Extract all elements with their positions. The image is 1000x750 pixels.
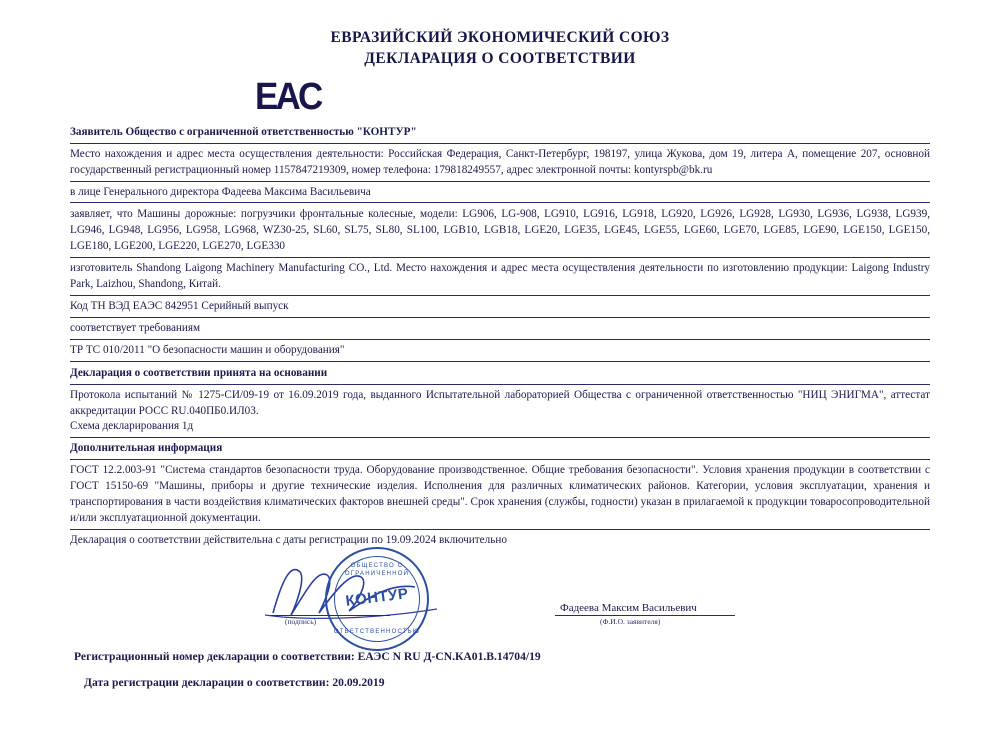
- basis-heading: Декларация о соответствии принята на основании: [70, 366, 328, 379]
- stamp-top-text: ОБЩЕСТВО С ОГРАНИЧЕННОЙ: [344, 562, 410, 578]
- conformity-requirements: ТР ТС 010/2011 "О безопасности машин и оборудования": [70, 343, 345, 356]
- tnved-code: 842951: [165, 300, 199, 312]
- divider-8: [70, 361, 930, 362]
- title-line-1: ЕВРАЗИЙСКИЙ ЭКОНОМИЧЕСКИЙ СОЮЗ: [330, 29, 670, 46]
- applicant-address: Место нахождения и адрес места осуществления деятельности: Российская Федерация, Санкт-Петербург, 198197, улица Жукова, дом 19, литера А, помещение 207, основной государственный регистрационный номер 1157847219309, номер телефона: 179818249557, адрес электронной почты: kontyrspb@bk.ru: [70, 147, 930, 176]
- eac-conformity-icon: ЕAC: [255, 75, 321, 118]
- registration-label: Регистрационный номер декларации о соответствии:: [74, 649, 355, 663]
- registration-date-line: [70, 675, 930, 691]
- signature-line-left: [270, 615, 390, 616]
- registration-date-label: Дата регистрации декларации о соответствии:: [84, 676, 330, 690]
- divider-11: [70, 459, 930, 460]
- additional-text: ГОСТ 12.2.003-91 "Система стандартов безопасности труда. Оборудование производственное. Общие требования безопасности". Условия хранения продукции в соответствии с ГОСТ 15150-69 "Машины, приборы и другие технические изделия. Исполнения для различных климатических районов. Категории, условия эксплуатации, хранения и транспортирования в части воздействия климатических факторов внешней среды". Срок хранения (службы, годности) указан в прилагаемой к продукции товаросопроводительной и/или эксплуатационной документации.: [70, 464, 930, 524]
- tnved-label: Код ТН ВЭД ЕАЭС: [70, 300, 163, 312]
- divider-7: [70, 339, 930, 340]
- declaration-scheme: Схема декларирования 1д: [70, 420, 194, 433]
- registration-number-line: [70, 649, 930, 665]
- signatory-name: Фадеева Максим Васильевич: [560, 601, 697, 614]
- manufacturer-label: изготовитель: [70, 262, 133, 275]
- tnved-batch: Серийный выпуск: [201, 300, 289, 312]
- document-body: [70, 125, 930, 692]
- page-title: [70, 28, 930, 70]
- additional-heading: Дополнительная информация: [70, 442, 223, 455]
- divider-4: [70, 257, 930, 258]
- signature-line-right: [555, 615, 735, 616]
- divider-9: [70, 384, 930, 385]
- stamp-center-text: КОНТУР: [344, 584, 410, 610]
- registration-date-value: 20.09.2019: [332, 676, 385, 690]
- company-stamp: [325, 547, 429, 651]
- declares-prefix: заявляет, что: [70, 208, 133, 221]
- basis-text: Протокола испытаний № 1275-СИ/09-19 от 16.09.2019 года, выданного Испытательной лабораторией Общества с ограниченной ответственностью "НИЦ ЭНИГМА", аттестат аккредитации РОСС RU.040ПБ0.ИЛ03.: [70, 388, 930, 417]
- validity-line: Декларация о соответствии действительна с даты регистрации по 19.09.2024 включительно: [70, 533, 507, 546]
- divider-3: [70, 202, 930, 203]
- divider-6: [70, 317, 930, 318]
- declares-block: [70, 207, 930, 255]
- divider-10: [70, 437, 930, 438]
- divider-5: [70, 295, 930, 296]
- conformity-label: соответствует требованиям: [70, 321, 201, 334]
- signature-area: [70, 553, 930, 645]
- divider-2: [70, 181, 930, 182]
- signature-caption-right: (Ф.И.О. заявителя): [600, 616, 661, 626]
- divider-12: [70, 529, 930, 530]
- manufacturer-block: [70, 261, 930, 293]
- registration-value: ЕАЭС N RU Д-CN.КА01.В.14704/19: [357, 649, 541, 663]
- representative-line: в лице Генерального директора Фадеева Максима Васильевича: [70, 185, 371, 198]
- stamp-bottom-text: ОТВЕТСТВЕННОСТЬЮ: [333, 629, 421, 636]
- title-line-2: ДЕКЛАРАЦИЯ О СООТВЕТСТВИИ: [364, 49, 636, 67]
- applicant-line: [70, 125, 930, 141]
- eac-mark-row: [70, 76, 930, 122]
- declares-products: Машины дорожные: погрузчики фронтальные колесные, модели: LG906, LG-908, LG910, LG916, LG918, LG920, LG926, LG928, LG930, LG936, LG938, LG939, LG946, LG948, LG956, LG958, LG968, WZ30-25, SL60, SL75, SL80, SL100, LGB10, LGB18, LGE20, LGE35, LGE45, LGE55, LGE60, LGE70, LGE85, LGE90, LGE150, LGE150, LGE180, LGE200, LGE220, LGE270, LGE330: [70, 208, 930, 253]
- manufacturer-value: Shandong Laigong Machinery Manufacturing CO., Ltd. Место нахождения и адрес места осуществления деятельности по изготовлению продукции: Laigong Industry Park, Laizhou, Shandong, Китай.: [70, 262, 931, 291]
- applicant-value: Общество с ограниченной ответственностью "КОНТУР": [125, 125, 417, 138]
- tnved-block: [70, 299, 930, 315]
- divider-1: [70, 143, 930, 144]
- applicant-label: Заявитель: [70, 125, 123, 138]
- signature-caption-left: (подпись): [285, 616, 317, 626]
